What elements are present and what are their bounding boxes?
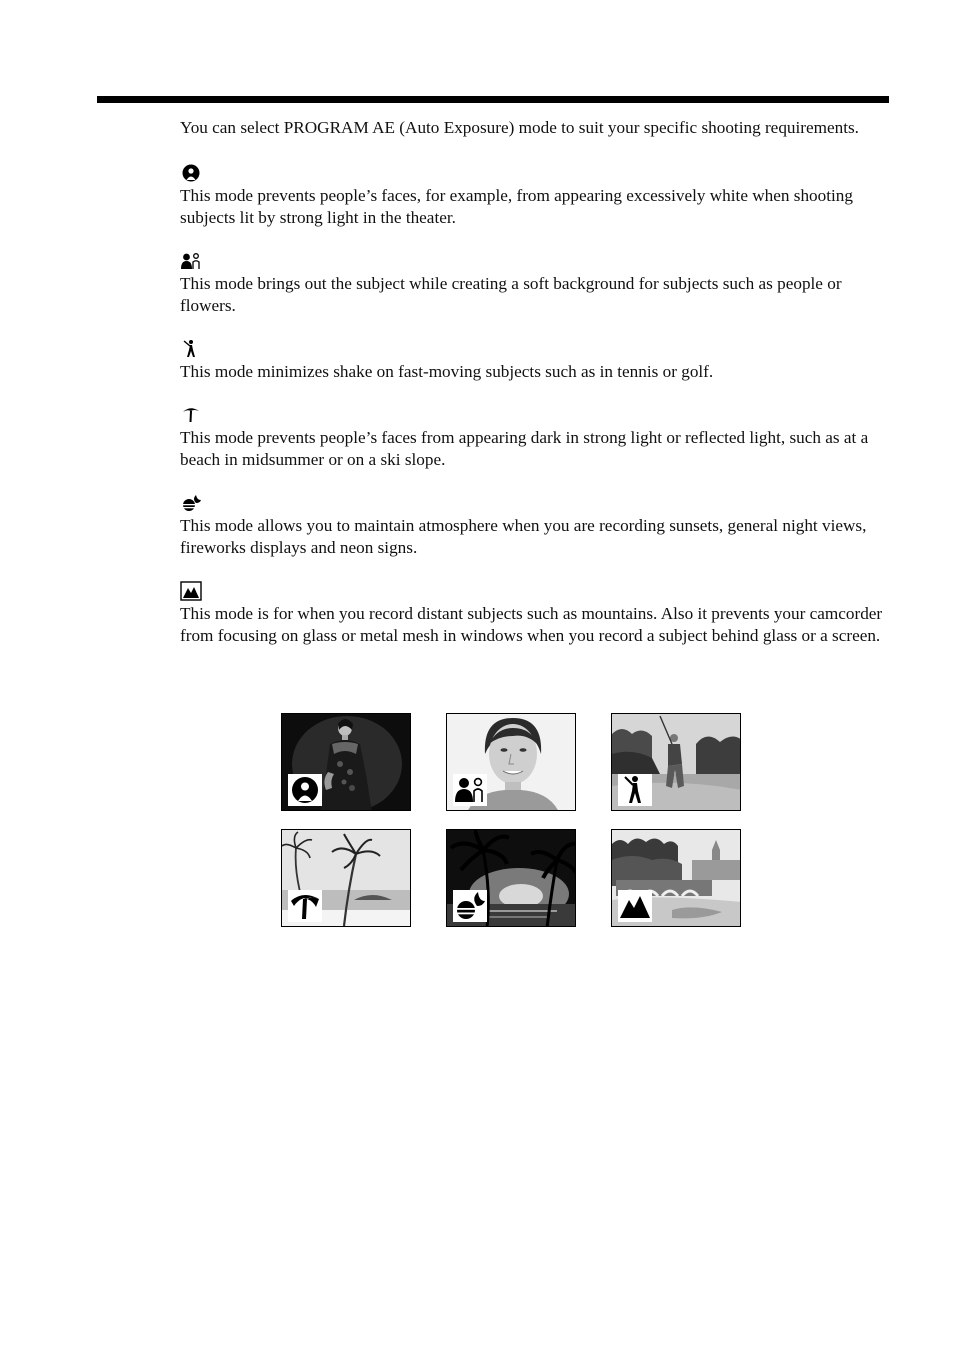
mode-sunset-moon-text: This mode allows you to maintain atmosphere when you are recording sunsets, general night views, fireworks displays and neon signs. bbox=[180, 516, 867, 557]
mode-sunset-moon bbox=[180, 493, 892, 559]
mode-spotlight bbox=[180, 163, 892, 229]
beach-palm-icon bbox=[288, 890, 322, 922]
mode-sports-text: This mode minimizes shake on fast-moving subjects such as in tennis or golf. bbox=[180, 362, 714, 381]
mode-spotlight-text: This mode prevents people’s faces, for example, from appearing excessively white when shooting subjects lit by strong light in the theater. bbox=[180, 186, 853, 227]
page-content bbox=[180, 117, 892, 669]
spotlight-icon bbox=[288, 774, 322, 806]
sports-golfer-icon bbox=[180, 339, 202, 359]
portrait-example-image bbox=[446, 713, 576, 811]
sunset-moon-icon bbox=[180, 493, 202, 513]
mode-portrait-text: This mode brings out the subject while creating a soft background for subjects such as people or flowers. bbox=[180, 274, 842, 315]
landscape-example-image bbox=[611, 829, 741, 927]
example-images-grid bbox=[281, 713, 743, 927]
mode-beach-ski bbox=[180, 405, 892, 471]
sports-golfer-icon bbox=[618, 774, 652, 806]
spotlight-icon bbox=[180, 163, 202, 183]
sunset-moon-icon bbox=[453, 890, 487, 922]
sunset-moon-example-image bbox=[446, 829, 576, 927]
mode-portrait bbox=[180, 251, 892, 317]
landscape-mountain-icon bbox=[180, 581, 202, 601]
mode-landscape-text: This mode is for when you record distant subjects such as mountains. Also it prevents your camcorder from focusing on glass or metal mesh in windows when you record a subject behind glass or a screen. bbox=[180, 604, 883, 645]
beach-ski-example-image bbox=[281, 829, 411, 927]
mode-beach-ski-text: This mode prevents people’s faces from appearing dark in strong light or reflected light, such as at a beach in midsummer or on a ski slope. bbox=[180, 428, 869, 469]
beach-palm-icon bbox=[180, 405, 202, 425]
portrait-icon bbox=[180, 251, 202, 271]
sports-example-image bbox=[611, 713, 741, 811]
portrait-icon bbox=[453, 774, 487, 806]
mode-landscape bbox=[180, 581, 892, 647]
spotlight-example-image bbox=[281, 713, 411, 811]
intro-text: You can select PROGRAM AE (Auto Exposure) mode to suit your specific shooting requirements. bbox=[180, 118, 859, 137]
landscape-mountain-icon bbox=[618, 890, 652, 922]
mode-sports bbox=[180, 339, 892, 383]
top-rule bbox=[97, 96, 889, 103]
